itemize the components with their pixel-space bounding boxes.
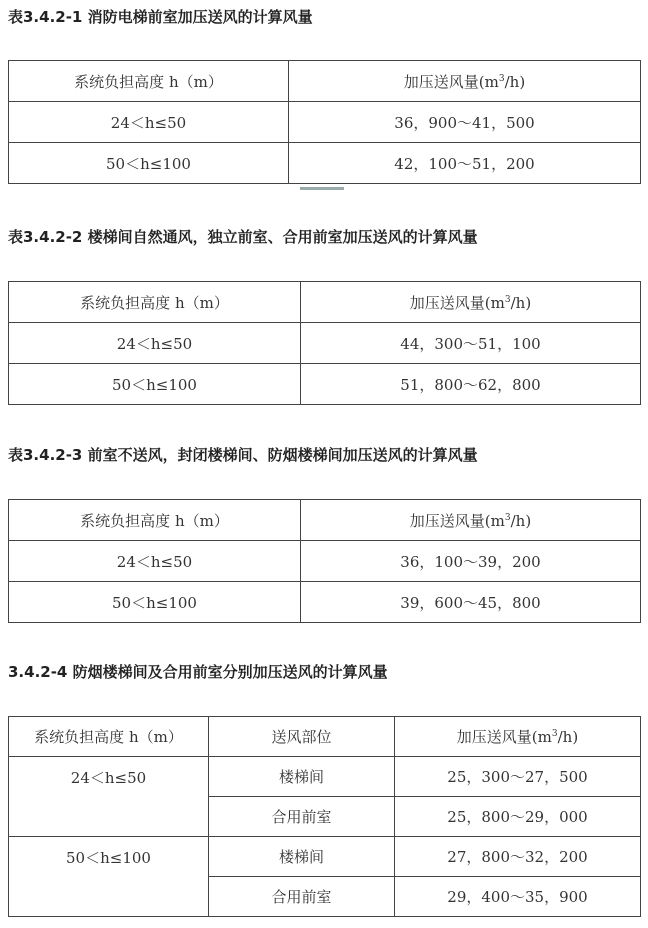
cell-flow: 51，800～62，800 [301, 364, 641, 405]
cell-height: 50＜h≤100 [9, 837, 209, 917]
table-row [9, 837, 641, 877]
header-height: 系统负担高度 h（m） [9, 500, 301, 541]
header-flow-suffix: /h) [510, 511, 532, 530]
header-height: 系统负担高度 h（m） [9, 282, 301, 323]
table-row [9, 143, 641, 184]
table-row [9, 323, 641, 364]
table-row [9, 364, 641, 405]
table-row [9, 582, 641, 623]
table-2 [8, 281, 641, 405]
table-row [9, 757, 641, 797]
cell-flow: 27，800～32，200 [395, 837, 641, 877]
header-flow-suffix: /h) [510, 293, 532, 312]
header-flow-suffix: /h) [504, 72, 526, 91]
header-flow [301, 500, 641, 541]
header-part: 送风部位 [209, 717, 395, 757]
table-1-caption: 表3.4.2-1 消防电梯前室加压送风的计算风量 [8, 8, 313, 26]
cell-part: 合用前室 [209, 877, 395, 917]
header-flow [301, 282, 641, 323]
table-row [9, 541, 641, 582]
cell-part: 楼梯间 [209, 837, 395, 877]
table-4-caption: 3.4.2-4 防烟楼梯间及合用前室分别加压送风的计算风量 [8, 663, 388, 681]
cell-flow: 25，300～27，500 [395, 757, 641, 797]
cell-flow: 44，300～51，100 [301, 323, 641, 364]
header-flow-sup: 3 [498, 73, 505, 84]
cell-part: 合用前室 [209, 797, 395, 837]
header-height: 系统负担高度 h（m） [9, 61, 289, 102]
header-flow-sup: 3 [551, 729, 558, 739]
cell-height: 24＜h≤50 [9, 541, 301, 582]
cell-height: 24＜h≤50 [9, 102, 289, 143]
cell-flow: 36，100～39，200 [301, 541, 641, 582]
header-flow-prefix: 加压送风量(m [409, 511, 505, 530]
header-flow-prefix: 加压送风量(m [403, 72, 499, 91]
table-3 [8, 499, 641, 623]
header-flow-prefix: 加压送风量(m [456, 728, 552, 746]
table-1 [8, 60, 641, 184]
cell-flow: 42，100～51，200 [289, 143, 641, 184]
header-flow-prefix: 加压送风量(m [409, 293, 505, 312]
cell-height: 24＜h≤50 [9, 323, 301, 364]
table-2-caption: 表3.4.2-2 楼梯间自然通风，独立前室、合用前室加压送风的计算风量 [8, 228, 478, 246]
header-height: 系统负担高度 h（m） [9, 717, 209, 757]
cell-flow: 29，400～35，900 [395, 877, 641, 917]
cell-flow: 25，800～29，000 [395, 797, 641, 837]
header-flow-sup: 3 [504, 512, 511, 523]
cell-flow: 39，600～45，800 [301, 582, 641, 623]
header-flow-sup: 3 [504, 294, 511, 305]
cell-height: 50＜h≤100 [9, 364, 301, 405]
table-header-row [9, 61, 641, 102]
scan-mark [300, 187, 344, 190]
cell-height: 50＜h≤100 [9, 582, 301, 623]
cell-flow: 36，900～41，500 [289, 102, 641, 143]
cell-height: 24＜h≤50 [9, 757, 209, 837]
table-row [9, 102, 641, 143]
table-header-row [9, 282, 641, 323]
table-3-caption: 表3.4.2-3 前室不送风，封闭楼梯间、防烟楼梯间加压送风的计算风量 [8, 446, 478, 464]
table-header-row [9, 717, 641, 757]
header-flow [395, 717, 641, 757]
cell-part: 楼梯间 [209, 757, 395, 797]
header-flow-suffix: /h) [557, 728, 579, 746]
header-flow [289, 61, 641, 102]
table-header-row [9, 500, 641, 541]
table-4 [8, 716, 641, 917]
cell-height: 50＜h≤100 [9, 143, 289, 184]
